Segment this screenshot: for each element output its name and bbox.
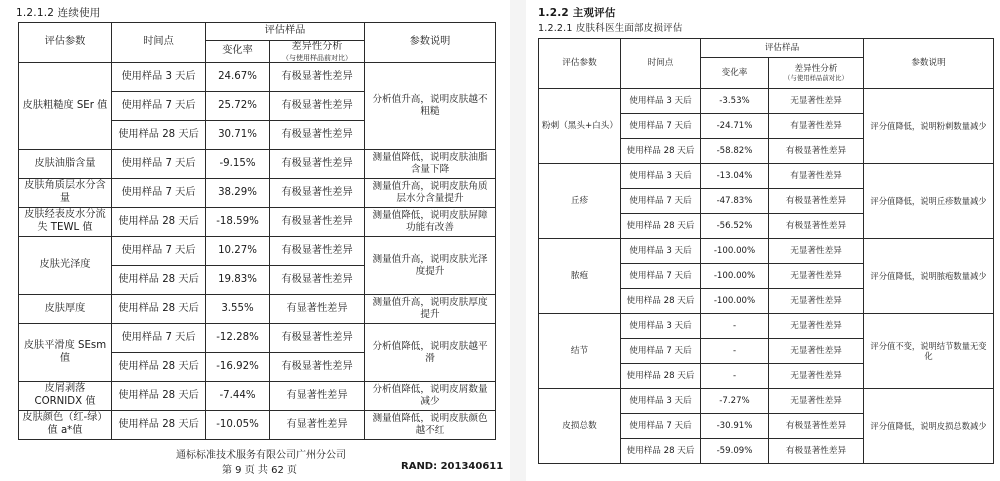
table-row (19, 324, 496, 353)
right-section-title: 1.2.2 主观评估 (538, 7, 616, 19)
header-desc: 参数说明 (864, 39, 994, 89)
cell-desc: 测量值降低，说明皮肤油脂含量下降 (365, 150, 496, 179)
cell-time: 使用样品 28 天后 (112, 382, 206, 411)
cell-rate: -10.05% (206, 411, 270, 440)
cell-time: 使用样品 28 天后 (112, 353, 206, 382)
cell-diff: 无显著性差异 (769, 339, 864, 364)
cell-diff: 无显著性差异 (769, 264, 864, 289)
cell-rate: 38.29% (206, 179, 270, 208)
table-row (19, 237, 496, 266)
cell-rate: -18.59% (206, 208, 270, 237)
page-gutter (510, 0, 526, 481)
right-report-page (526, 0, 1000, 481)
cell-desc: 评分值不变，说明结节数量无变化 (864, 314, 994, 389)
cell-param: 皮肤光泽度 (19, 237, 112, 295)
right-table-body (539, 89, 994, 464)
cell-time: 使用样品 28 天后 (112, 208, 206, 237)
header-diff-label: 差异性分析 (794, 63, 838, 74)
cell-desc: 测量值升高，说明皮肤光泽度提升 (365, 237, 496, 295)
cell-rate: -7.27% (701, 389, 769, 414)
cell-time: 使用样品 28 天后 (621, 214, 701, 239)
cell-time: 使用样品 7 天后 (621, 189, 701, 214)
cell-rate: -59.09% (701, 439, 769, 464)
cell-time: 使用样品 7 天后 (621, 339, 701, 364)
cell-param: 皮肤厚度 (19, 295, 112, 324)
cell-rate: -30.91% (701, 414, 769, 439)
cell-desc: 评分值降低，说明丘疹数量减少 (864, 164, 994, 239)
cell-diff: 有极显著性差异 (270, 208, 365, 237)
header-param: 评估参数 (19, 23, 112, 63)
cell-diff: 有极显著性差异 (769, 439, 864, 464)
cell-diff: 有极显著性差异 (270, 324, 365, 353)
cell-diff: 有极显著性差异 (769, 139, 864, 164)
cell-rate: -13.04% (701, 164, 769, 189)
cell-rate: 10.27% (206, 237, 270, 266)
cell-desc: 评分值降低，说明粉刺数量减少 (864, 89, 994, 164)
cell-time: 使用样品 7 天后 (112, 179, 206, 208)
table-row (19, 63, 496, 92)
cell-desc: 分析值降低，说明皮肤越平滑 (365, 324, 496, 382)
cell-desc: 测量值降低，说明皮肤屏障功能有改善 (365, 208, 496, 237)
cell-time: 使用样品 7 天后 (112, 92, 206, 121)
cell-time: 使用样品 3 天后 (621, 89, 701, 114)
table-row (19, 382, 496, 411)
cell-rate: 24.67% (206, 63, 270, 92)
cell-time: 使用样品 7 天后 (621, 414, 701, 439)
cell-desc: 评分值降低，说明皮损总数减少 (864, 389, 994, 464)
header-desc: 参数说明 (365, 23, 496, 63)
cell-rate: 3.55% (206, 295, 270, 324)
footer-rand-code: RAND: 201340611 (401, 461, 504, 472)
cell-diff: 有极显著性差异 (270, 150, 365, 179)
header-diff (270, 41, 365, 63)
cell-time: 使用样品 7 天后 (112, 150, 206, 179)
footer-page-number: 第 9 页 共 62 页 (222, 465, 297, 476)
cell-time: 使用样品 3 天后 (621, 239, 701, 264)
cell-param: 皮肤角质层水分含量 (19, 179, 112, 208)
table-row (19, 179, 496, 208)
cell-time: 使用样品 28 天后 (112, 266, 206, 295)
cell-rate: -100.00% (701, 264, 769, 289)
cell-param: 皮屑剥落 CORNIDX 值 (19, 382, 112, 411)
table-row (539, 89, 994, 114)
cell-time: 使用样品 28 天后 (112, 295, 206, 324)
header-rate: 变化率 (206, 41, 270, 63)
cell-diff: 有极显著性差异 (270, 63, 365, 92)
cell-diff: 有显著性差异 (270, 411, 365, 440)
cell-diff: 有极显著性差异 (769, 189, 864, 214)
cell-rate: -56.52% (701, 214, 769, 239)
table-row (539, 314, 994, 339)
cell-param: 皮肤粗糙度 SEr 值 (19, 63, 112, 150)
cell-diff: 有极显著性差异 (270, 179, 365, 208)
cell-desc: 测量值升高，说明皮肤厚度提升 (365, 295, 496, 324)
cell-diff: 有极显著性差异 (270, 266, 365, 295)
header-sample-group: 评估样品 (701, 39, 864, 58)
cell-desc: 评分值降低，说明脓疱数量减少 (864, 239, 994, 314)
cell-diff: 无显著性差异 (769, 89, 864, 114)
cell-time: 使用样品 28 天后 (621, 439, 701, 464)
footer-company: 通标标准技术服务有限公司广州分公司 (176, 450, 346, 461)
lesion-assessment-table (538, 38, 994, 464)
table-row (539, 239, 994, 264)
table-row (539, 164, 994, 189)
cell-diff: 有显著性差异 (270, 295, 365, 324)
cell-rate: -100.00% (701, 239, 769, 264)
header-time: 时间点 (112, 23, 206, 63)
cell-time: 使用样品 28 天后 (112, 411, 206, 440)
cell-time: 使用样品 28 天后 (112, 121, 206, 150)
cell-rate: -16.92% (206, 353, 270, 382)
cell-param: 结节 (539, 314, 621, 389)
cell-param: 脓疱 (539, 239, 621, 314)
cell-diff: 有极显著性差异 (270, 237, 365, 266)
cell-param: 皮肤经表皮水分流失 TEWL 值 (19, 208, 112, 237)
cell-rate: 25.72% (206, 92, 270, 121)
cell-diff: 有极显著性差异 (270, 121, 365, 150)
cell-time: 使用样品 28 天后 (621, 139, 701, 164)
cell-diff: 有显著性差异 (769, 164, 864, 189)
cell-diff: 有显著性差异 (769, 114, 864, 139)
cell-diff: 无显著性差异 (769, 364, 864, 389)
cell-diff: 无显著性差异 (769, 389, 864, 414)
cell-rate: -58.82% (701, 139, 769, 164)
cell-time: 使用样品 28 天后 (621, 364, 701, 389)
cell-diff: 有极显著性差异 (270, 92, 365, 121)
cell-param: 粉刺（黑头+白头） (539, 89, 621, 164)
cell-time: 使用样品 7 天后 (621, 264, 701, 289)
cell-param: 皮肤颜色（红-绿）值 a*值 (19, 411, 112, 440)
table-row (539, 389, 994, 414)
header-diff-note: （与使用样品前对比） (282, 53, 352, 62)
table-row (19, 295, 496, 324)
header-rate: 变化率 (701, 58, 769, 89)
cell-desc: 分析值降低，说明皮屑数量减少 (365, 382, 496, 411)
cell-time: 使用样品 7 天后 (112, 324, 206, 353)
cell-diff: 有极显著性差异 (769, 414, 864, 439)
cell-time: 使用样品 7 天后 (621, 114, 701, 139)
cell-time: 使用样品 7 天后 (112, 237, 206, 266)
header-sample-group: 评估样品 (206, 23, 365, 41)
cell-rate: 30.71% (206, 121, 270, 150)
cell-rate: - (701, 339, 769, 364)
right-subsection-title: 1.2.2.1 皮肤科医生面部皮损评估 (538, 23, 683, 34)
cell-diff: 无显著性差异 (769, 289, 864, 314)
header-diff-label: 差异性分析 (291, 41, 343, 52)
cell-rate: -7.44% (206, 382, 270, 411)
cell-param: 丘疹 (539, 164, 621, 239)
cell-rate: - (701, 314, 769, 339)
cell-time: 使用样品 3 天后 (112, 63, 206, 92)
cell-param: 皮肤平滑度 SEsm 值 (19, 324, 112, 382)
cell-rate: -9.15% (206, 150, 270, 179)
header-time: 时间点 (621, 39, 701, 89)
header-diff-note: （与使用样品前对比） (784, 73, 848, 82)
cell-rate: 19.83% (206, 266, 270, 295)
cell-time: 使用样品 3 天后 (621, 389, 701, 414)
cell-param: 皮肤油脂含量 (19, 150, 112, 179)
cell-diff: 无显著性差异 (769, 239, 864, 264)
cell-desc: 分析值升高，说明皮肤越不粗糙 (365, 63, 496, 150)
header-diff (769, 58, 864, 89)
cell-rate: -24.71% (701, 114, 769, 139)
cell-diff: 有显著性差异 (270, 382, 365, 411)
table-row (19, 411, 496, 440)
cell-rate: -47.83% (701, 189, 769, 214)
cell-time: 使用样品 28 天后 (621, 289, 701, 314)
cell-diff: 有极显著性差异 (769, 214, 864, 239)
cell-diff: 有极显著性差异 (270, 353, 365, 382)
left-section-title: 1.2.1.2 连续使用 (16, 7, 101, 19)
cell-rate: -100.00% (701, 289, 769, 314)
cell-time: 使用样品 3 天后 (621, 314, 701, 339)
cell-param: 皮损总数 (539, 389, 621, 464)
cell-rate: -3.53% (701, 89, 769, 114)
cell-desc: 测量值升高，说明皮肤角质层水分含量提升 (365, 179, 496, 208)
left-table-body (19, 63, 496, 440)
continuous-use-results-table (18, 22, 496, 440)
cell-diff: 无显著性差异 (769, 314, 864, 339)
cell-rate: - (701, 364, 769, 389)
cell-rate: -12.28% (206, 324, 270, 353)
table-row (19, 208, 496, 237)
header-param: 评估参数 (539, 39, 621, 89)
table-row (19, 150, 496, 179)
cell-desc: 测量值降低，说明皮肤颜色越不红 (365, 411, 496, 440)
cell-time: 使用样品 3 天后 (621, 164, 701, 189)
